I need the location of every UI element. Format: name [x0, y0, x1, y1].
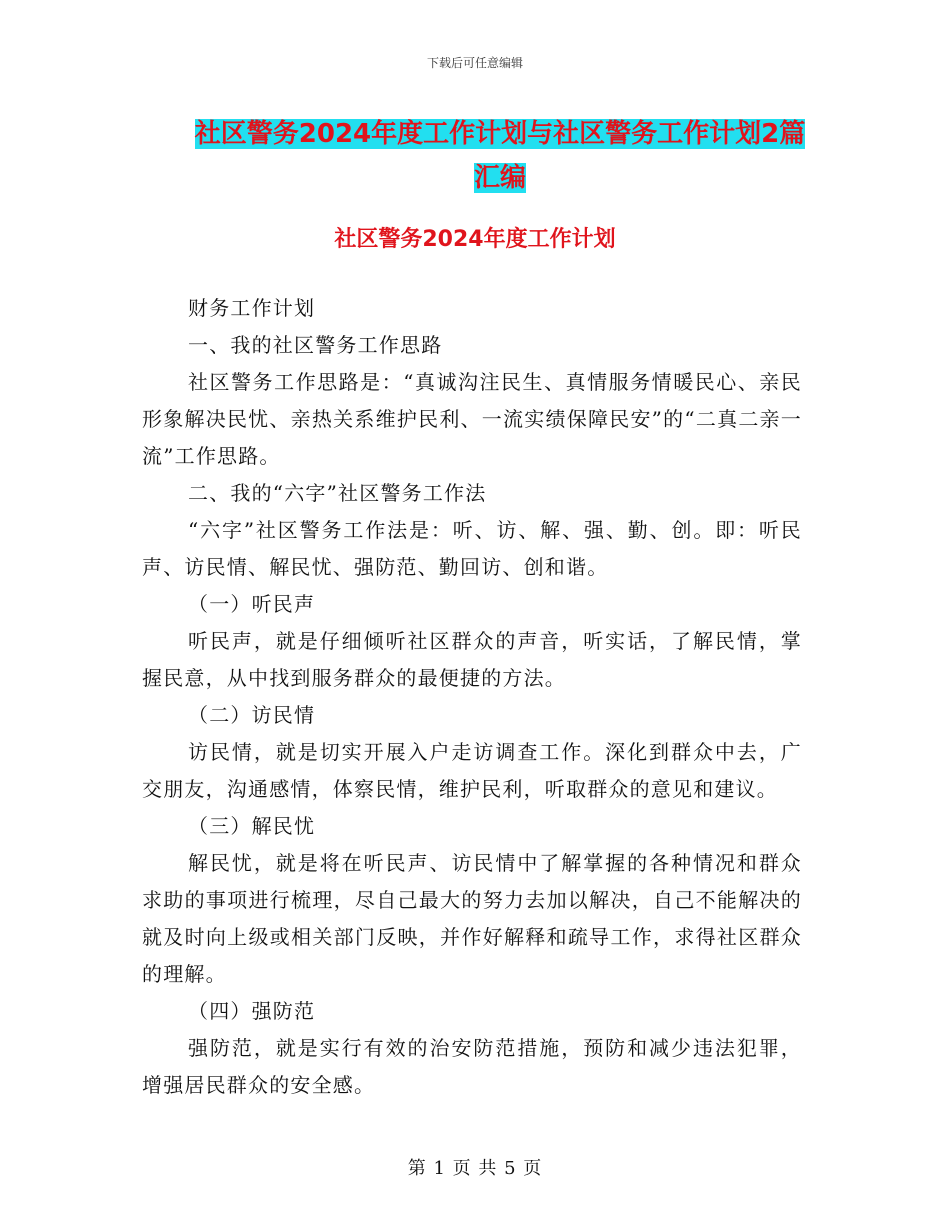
header-note: 下载后可任意编辑 — [426, 56, 523, 70]
paragraph: 一、我的社区警务工作思路 — [188, 333, 443, 357]
paragraph: （二）访民情 — [188, 703, 316, 727]
title-line-1: 社区警务2024年度工作计划与社区警务工作计划2篇 — [194, 119, 806, 149]
paragraph: （三）解民忧 — [188, 814, 316, 838]
paragraph: 强防范，就是实行有效的治安防范措施，预防和减少违法犯罪，增强居民群众的安全感。 — [142, 1036, 802, 1097]
title-line-2: 汇编 — [473, 163, 526, 193]
document-title — [190, 112, 810, 200]
paragraph: 社区警务工作思路是：“真诚沟注民生、真情服务情暖民心、亲民形象解决民忧、亲热关系维护民利、一流实绩保障民安”的“二真二亲一流”工作思路。 — [142, 370, 802, 468]
paragraph: “六字”社区警务工作法是：听、访、解、强、勤、创。即：听民声、访民情、解民忧、强防范、勤回访、创和谐。 — [142, 518, 802, 579]
paragraph: 二、我的“六字”社区警务工作法 — [188, 481, 487, 505]
paragraph: 访民情，就是切实开展入户走访调查工作。深化到群众中去，广交朋友，沟通感情，体察民情，维护民利，听取群众的意见和建议。 — [142, 740, 802, 801]
paragraph: 听民声，就是仔细倾听社区群众的声音，听实话，了解民情，掌握民意，从中找到服务群众的最便捷的方法。 — [142, 629, 802, 690]
paragraph: （一）听民声 — [188, 592, 316, 616]
document-body — [142, 290, 802, 1104]
page-footer: 第 1 页 共 5 页 — [407, 1158, 543, 1179]
paragraph: （四）强防范 — [188, 999, 316, 1023]
paragraph: 财务工作计划 — [188, 296, 316, 320]
paragraph: 解民忧，就是将在听民声、访民情中了解掌握的各种情况和群众求助的事项进行梳理，尽自己最大的努力去加以解决，自己不能解决的就及时向上级或相关部门反映，并作好解释和疏导工作，求得社区群众的理解。 — [142, 851, 802, 986]
section-title: 社区警务2024年度工作计划 — [334, 227, 616, 252]
